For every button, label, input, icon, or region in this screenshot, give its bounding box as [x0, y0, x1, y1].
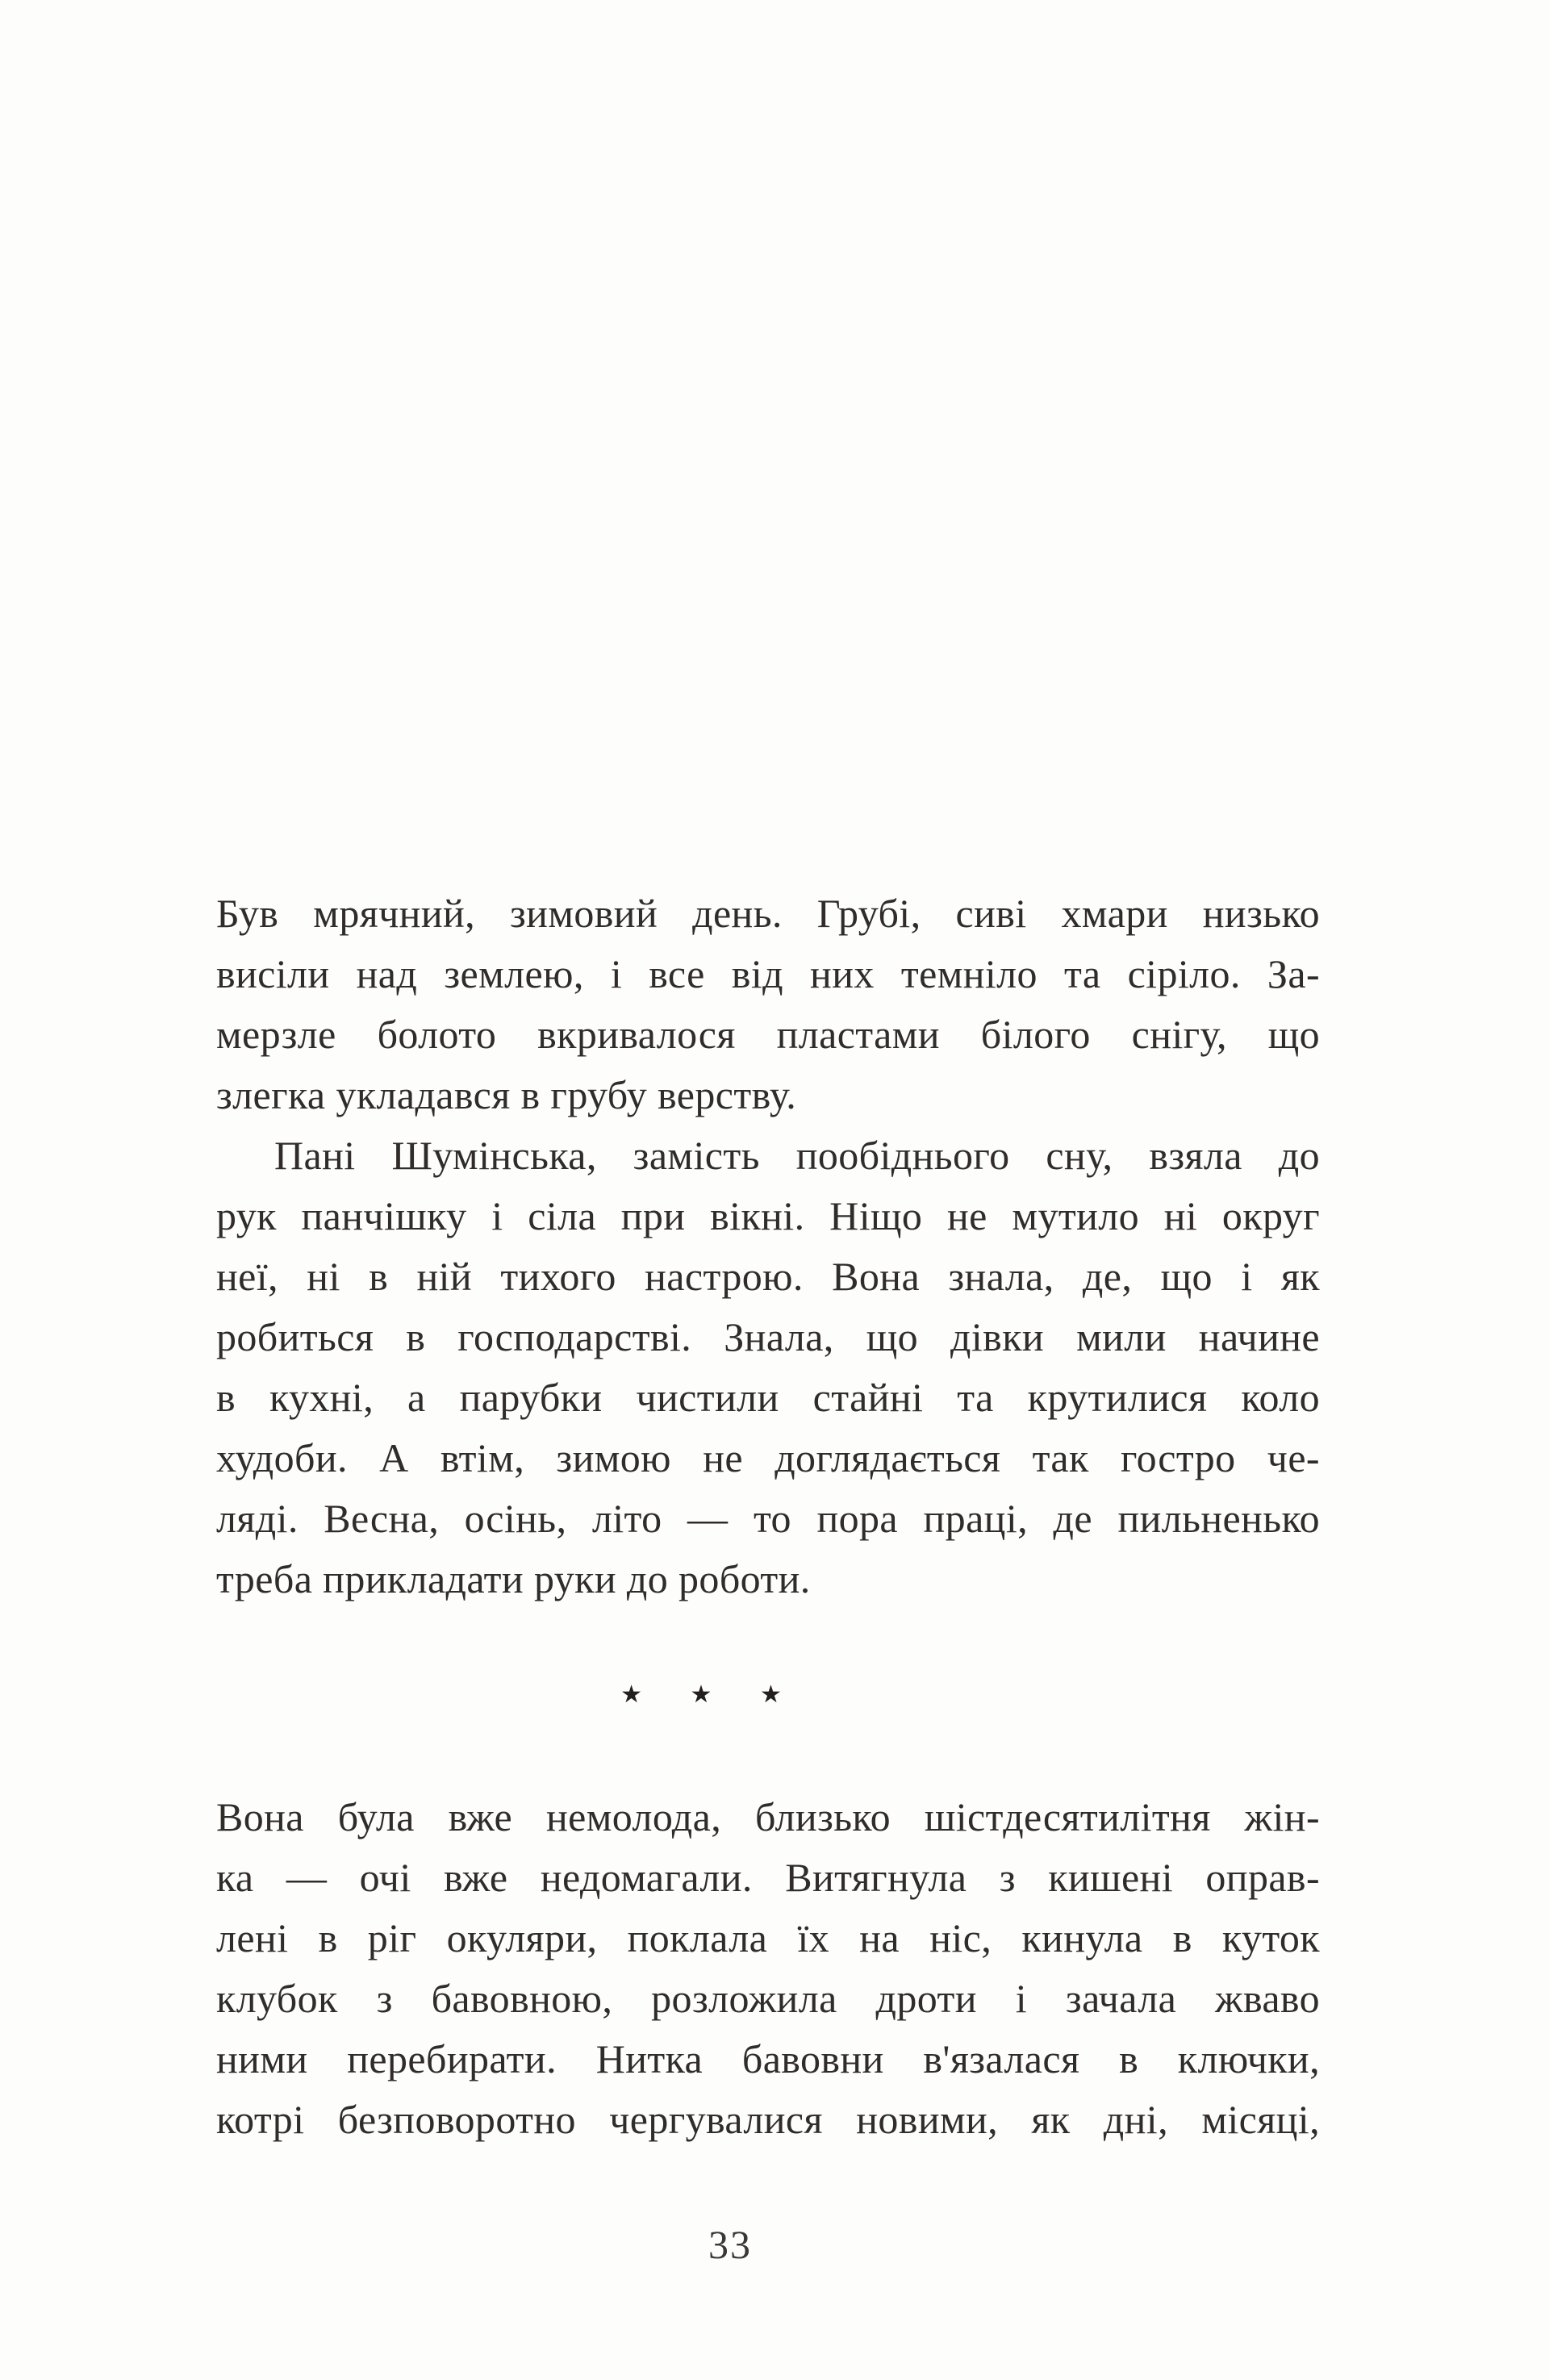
- text-line: ними перебирати. Нитка бавовни в'язалася в ключки,: [216, 2036, 1320, 2081]
- text-line: котрі безповоротно чергувалися новими, як дні, місяці,: [216, 2097, 1320, 2142]
- text-line: рук панчішку і сіла при вікні. Ніщо не мутило ні округ: [216, 1193, 1320, 1238]
- text-line: злегка укладався в грубу верству.: [216, 1072, 797, 1117]
- text-line: мерзле болото вкривалося пластами білого снігу, що: [216, 1012, 1320, 1057]
- section-break-stars: ★ ★ ★: [620, 1681, 803, 1708]
- page-text-block: [216, 883, 1320, 2150]
- text-line: Був мрячний, зимовий день. Грубі, сиві хмари низько: [216, 891, 1320, 936]
- text-line: неї, ні в ній тихого настрою. Вона знала, де, що і як: [216, 1254, 1320, 1299]
- paragraphs-container: [216, 883, 1320, 2150]
- paragraph: [216, 883, 1320, 1125]
- text-line: в кухні, а парубки чистили стайні та крутилися коло: [216, 1375, 1320, 1420]
- text-line: треба прикладати руки до роботи.: [216, 1556, 811, 1601]
- paragraph: [216, 1125, 1320, 1610]
- text-line: Вона була вже немолода, близько шістдесятилітня жін-: [216, 1794, 1320, 1839]
- text-line: висіли над землею, і все від них темніло та сіріло. За-: [216, 951, 1320, 996]
- text-line: лені в ріг окуляри, поклала їх на ніс, кинула в куток: [216, 1915, 1320, 1960]
- text-line: Пані Шумінська, замість пообіднього сну, взяла до: [274, 1133, 1320, 1178]
- text-line: ляді. Весна, осінь, літо — то пора праці, де пильненько: [216, 1496, 1320, 1541]
- page-number: 33: [708, 2222, 752, 2267]
- text-line: клубок з бавовною, розложила дроти і зачала жваво: [216, 1976, 1320, 2021]
- text-line: робиться в господарстві. Знала, що дівки мили начине: [216, 1314, 1320, 1359]
- paragraph: [216, 1787, 1320, 2150]
- text-line: ка — очі вже недомагали. Витягнула з кишені оправ-: [216, 1855, 1320, 1900]
- text-line: худоби. А втім, зимою не доглядається так гостро че-: [216, 1435, 1320, 1480]
